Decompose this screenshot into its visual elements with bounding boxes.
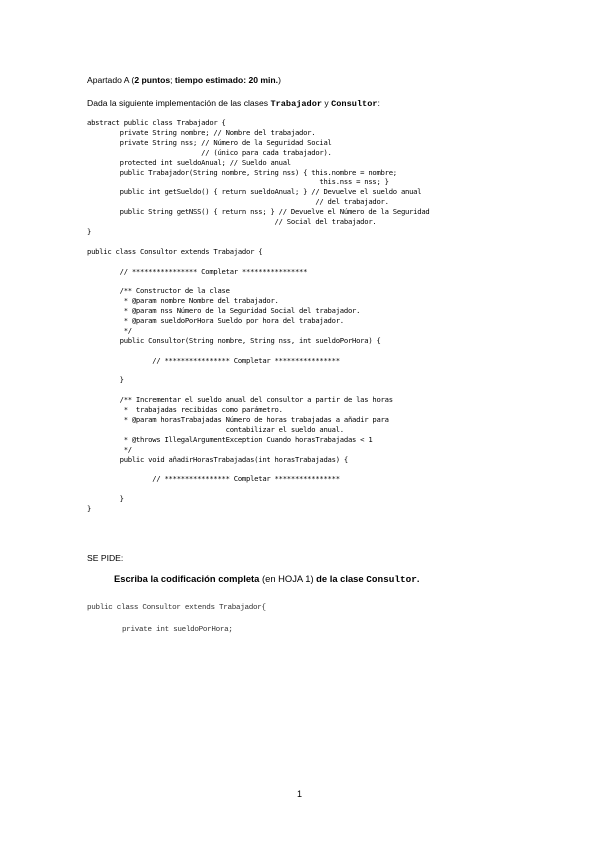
code-line: // **************** Completar **************** xyxy=(87,355,340,365)
task-statement xyxy=(114,573,419,585)
class-name-consultor: Consultor xyxy=(331,99,378,109)
code-line: */ xyxy=(87,444,132,454)
code-line: // **************** Completar **************** xyxy=(87,474,340,484)
code-line: this.nss = nss; } xyxy=(87,177,389,187)
code-line: public void añadirHorasTrabajadas(int horasTrabajadas) { xyxy=(87,454,348,464)
code-line: /** Constructor de la clase xyxy=(87,286,230,296)
heading-part: Apartado A ( xyxy=(87,75,135,85)
task-part: . xyxy=(416,573,420,584)
heading-part: ) xyxy=(278,75,281,85)
code-line: * trabajadas recibidas como parámetro. xyxy=(87,405,283,415)
intro-text xyxy=(87,98,380,109)
code-line: // **************** Completar **************** xyxy=(87,266,308,276)
code-line: contabilizar el sueldo anual. xyxy=(87,424,344,434)
heading-points: 2 puntos xyxy=(134,75,171,85)
code-line: */ xyxy=(87,325,132,335)
handwritten-line-1: public class Consultor extends Trabajador{ xyxy=(87,604,266,612)
intro-pre: Dada la siguiente implementación de las clases xyxy=(87,98,271,108)
intro-post: : xyxy=(377,98,380,108)
code-line: } xyxy=(87,504,92,514)
code-line: // Social del trabajador. xyxy=(87,217,377,226)
code-line: protected int sueldoAnual; // Sueldo anual xyxy=(87,157,291,167)
code-line: // del trabajador. xyxy=(87,197,389,207)
task-class-name: Consultor xyxy=(366,574,417,585)
task-part: Escriba la codificación completa xyxy=(114,573,260,584)
code-line: /** Incrementar el sueldo anual del consultor a partir de las horas xyxy=(87,395,393,405)
code-line: public String getNSS() { return nss; } // Devuelve el Número de la Seguridad xyxy=(87,207,430,217)
code-line: * @throws IllegalArgumentException Cuando horasTrabajadas < 1 xyxy=(87,434,373,444)
code-line: * @param nombre Nombre del trabajador. xyxy=(87,296,279,306)
heading-time: tiempo estimado: 20 min. xyxy=(174,75,279,85)
code-line: // (único para cada trabajador). xyxy=(87,147,332,157)
page-number: 1 xyxy=(297,789,303,799)
intro-mid: y xyxy=(322,98,332,108)
code-line: public class Consultor extends Trabajador { xyxy=(87,246,263,256)
code-line: abstract public class Trabajador { xyxy=(87,118,226,127)
task-part: de la clase xyxy=(316,573,367,584)
code-line: } xyxy=(87,226,92,236)
code-line: * @param sueldoPorHora Sueldo por hora del trabajador. xyxy=(87,316,344,325)
handwritten-line-2: private int sueldoPorHora; xyxy=(122,626,233,634)
code-line: } xyxy=(87,375,124,385)
code-line: * @param nss Número de la Seguridad Social del trabajador. xyxy=(87,306,361,316)
code-line: } xyxy=(87,494,124,504)
section-heading xyxy=(87,75,281,85)
se-pide-label: SE PIDE: xyxy=(87,553,124,563)
code-line: * @param horasTrabajadas Número de horas trabajadas a añadir para xyxy=(87,415,389,424)
code-line: private String nss; // Número de la Seguridad Social xyxy=(87,137,332,147)
class-name-trabajador: Trabajador xyxy=(270,99,323,109)
heading-part: ; xyxy=(170,75,175,85)
code-line: public Trabajador(String nombre, String nss) { this.nombre = nombre; xyxy=(87,167,397,177)
task-sheet: (en HOJA 1) xyxy=(259,573,317,584)
code-line: public int getSueldo() { return sueldoAnual; } // Devuelve el sueldo anual xyxy=(87,187,422,197)
code-line: private String nombre; // Nombre del trabajador. xyxy=(87,127,316,137)
code-line: public Consultor(String nombre, String nss, int sueldoPorHora) { xyxy=(87,335,381,345)
